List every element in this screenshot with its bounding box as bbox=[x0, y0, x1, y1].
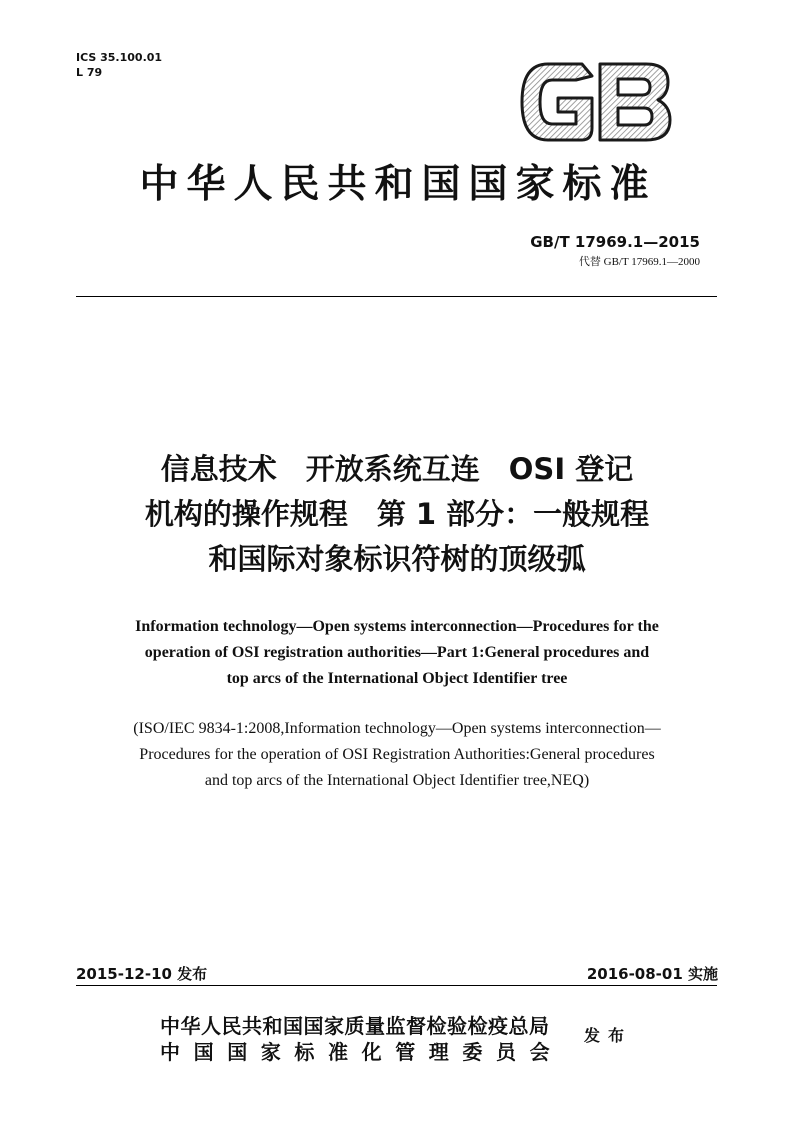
national-standard-title: 中华人民共和国国家标准 bbox=[139, 163, 657, 206]
chinese-title-line: 信息技术 开放系统互连 OSI 登记 bbox=[160, 452, 634, 486]
english-title-line: top arcs of the International Object Identifier tree bbox=[226, 670, 568, 687]
issue-date: 2015-12-10 发布 bbox=[76, 965, 208, 983]
ics-code: ICS 35.100.01 bbox=[76, 51, 163, 64]
iso-reference-line: Procedures for the operation of OSI Registration Authorities:General procedures bbox=[139, 746, 655, 763]
implementation-date: 2016-08-01 实施 bbox=[586, 965, 718, 983]
issuer-aqsiq: 中华人民共和国国家质量监督检验检疫总局 bbox=[160, 1014, 550, 1038]
header-divider bbox=[76, 296, 717, 297]
replaces-standard: 代替 GB/T 17969.1—2000 bbox=[578, 256, 700, 268]
issued-label: 发布 bbox=[584, 1026, 633, 1045]
issuer-sac: 中国国家标准化管理委员会 bbox=[160, 1040, 564, 1064]
chinese-title bbox=[60, 447, 734, 582]
iso-reference bbox=[60, 716, 734, 794]
standard-number: GB/T 17969.1—2015 bbox=[530, 233, 700, 251]
english-title-line: operation of OSI registration authorities—Part 1:General procedures and bbox=[144, 644, 650, 661]
footer-divider bbox=[76, 985, 717, 986]
ccs-code: L 79 bbox=[76, 66, 103, 79]
iso-reference-line: and top arcs of the International Object Identifier tree,NEQ) bbox=[204, 772, 590, 789]
logo-letter-b bbox=[600, 64, 670, 140]
english-title bbox=[60, 614, 734, 692]
classification-codes bbox=[76, 50, 162, 80]
english-title-line: Information technology—Open systems interconnection—Procedures for the bbox=[135, 618, 659, 635]
chinese-title-line: 和国际对象标识符树的顶级弧 bbox=[208, 542, 586, 576]
iso-reference-line: (ISO/IEC 9834-1:2008,Information technology—Open systems interconnection— bbox=[133, 720, 661, 737]
gb-national-standard-logo-icon bbox=[518, 62, 674, 142]
chinese-title-line: 机构的操作规程 第 1 部分：一般规程 bbox=[144, 497, 650, 531]
logo-letter-g bbox=[522, 64, 592, 140]
